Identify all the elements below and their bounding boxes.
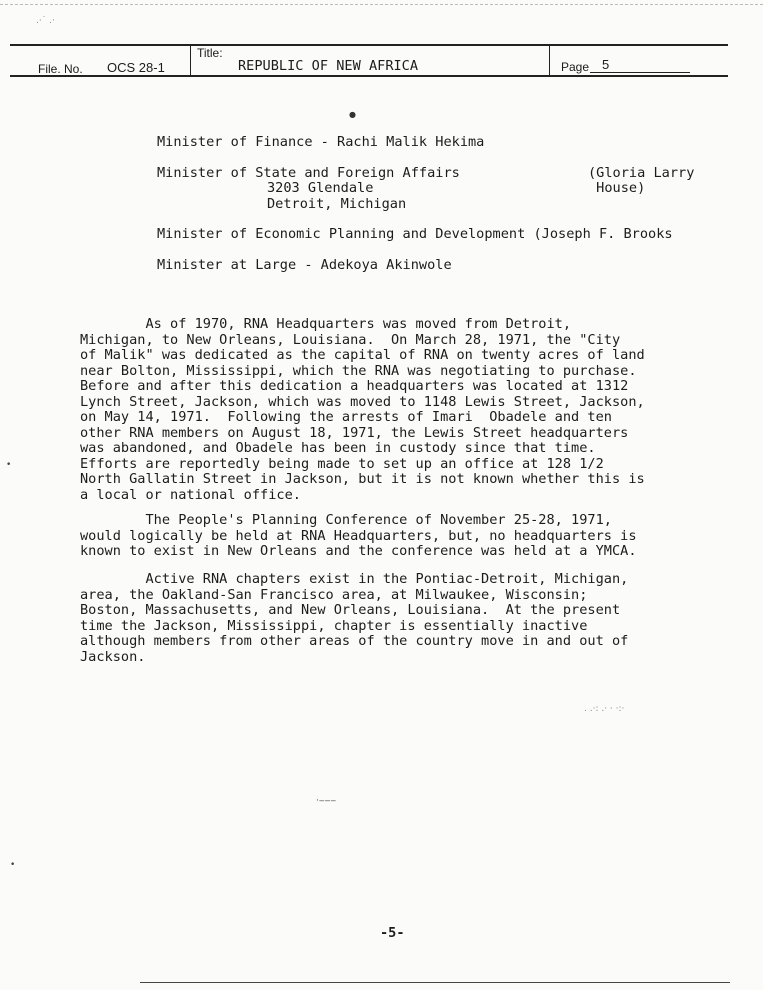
minister-note: (Gloria Larry <box>588 165 695 181</box>
text-line: on May 14, 1971. Following the arrests of Imari Obadele and ten <box>80 409 612 425</box>
text-line: Efforts are reportedly being made to set up an office at 128 1/2 <box>80 455 604 472</box>
scan-artifact: • <box>10 860 16 870</box>
text-line: North Gallatin Street in Jackson, but it is not known whether this is <box>80 471 645 487</box>
minister-finance: Minister of Finance - Rachi Malik Hekima <box>157 134 485 150</box>
scan-artifact: .·˙ .· <box>36 16 55 26</box>
text-line: near Bolton, Mississippi, which the RNA was negotiating to purchase. <box>80 362 637 379</box>
page-number: 5 <box>590 57 690 73</box>
text-line: Michigan, to New Orleans, Louisiana. On March 28, 1971, the "City <box>80 331 621 348</box>
minister-address-city: Detroit, Michigan <box>267 196 407 212</box>
header-top-rule <box>10 44 728 46</box>
minister-economic: Minister of Economic Planning and Development (Joseph F. Brooks <box>157 226 673 242</box>
text-line: other RNA members on August 18, 1971, the Lewis Street headquarters <box>80 424 629 441</box>
text-line: time the Jackson, Mississippi, chapter is essentially inactive <box>80 617 588 634</box>
text-line: Boston, Massachusetts, and New Orleans, Louisiana. At the present <box>80 602 621 618</box>
scan-artifact: • <box>6 460 12 470</box>
paragraph-headquarters <box>80 317 720 503</box>
document-title: REPUBLIC OF NEW AFRICA <box>238 58 419 74</box>
footer-page-mark: -5- <box>380 925 405 941</box>
text-line: would logically be held at RNA Headquarters, but, no headquarters is <box>80 527 637 544</box>
scan-artifact: . .·: .· · ·:· <box>584 704 625 714</box>
header-divider <box>190 44 191 76</box>
file-number: OCS 28-1 <box>107 60 185 76</box>
paragraph-conference <box>80 513 720 560</box>
file-number-label: File. No. <box>38 62 83 76</box>
minister-address-street: 3203 Glendale <box>267 180 374 196</box>
text-line: Active RNA chapters exist in the Pontiac-Detroit, Michigan, <box>80 571 629 587</box>
document-header <box>0 40 763 80</box>
minister-at-large: Minister at Large - Adekoya Akinwole <box>157 257 452 273</box>
header-divider <box>549 44 550 76</box>
scan-artifact: ·‒‒‒ <box>316 796 337 806</box>
text-line: Before and after this dedication a headquarters was located at 1312 <box>80 378 629 394</box>
minister-note: House) <box>588 180 646 196</box>
text-line: was abandoned, and Obadele has been in custody since that time. <box>80 440 596 456</box>
title-label: Title: <box>197 46 223 60</box>
page-label: Page <box>561 60 590 74</box>
text-line: As of 1970, RNA Headquarters was moved from Detroit, <box>80 316 572 332</box>
text-line: although members from other areas of the country move in and out of <box>80 633 629 649</box>
text-line: a local or national office. <box>80 486 301 503</box>
text-line: of Malik" was dedicated as the capital of RNA on twenty acres of land <box>80 347 645 363</box>
text-line: Jackson. <box>80 648 146 665</box>
minister-state-foreign: Minister of State and Foreign Affairs <box>157 165 460 181</box>
scan-artifact: ● <box>349 110 356 119</box>
paragraph-chapters <box>80 572 720 665</box>
text-line: The People's Planning Conference of November 25-28, 1971, <box>80 512 612 528</box>
footer-rule <box>140 982 730 983</box>
text-line: known to exist in New Orleans and the conference was held at a YMCA. <box>80 543 637 559</box>
text-line: Lynch Street, Jackson, which was moved to 1148 Lewis Street, Jackson, <box>80 393 645 410</box>
text-line: area, the Oakland-San Francisco area, at Milwaukee, Wisconsin; <box>80 586 588 603</box>
top-edge-rule <box>0 4 763 5</box>
